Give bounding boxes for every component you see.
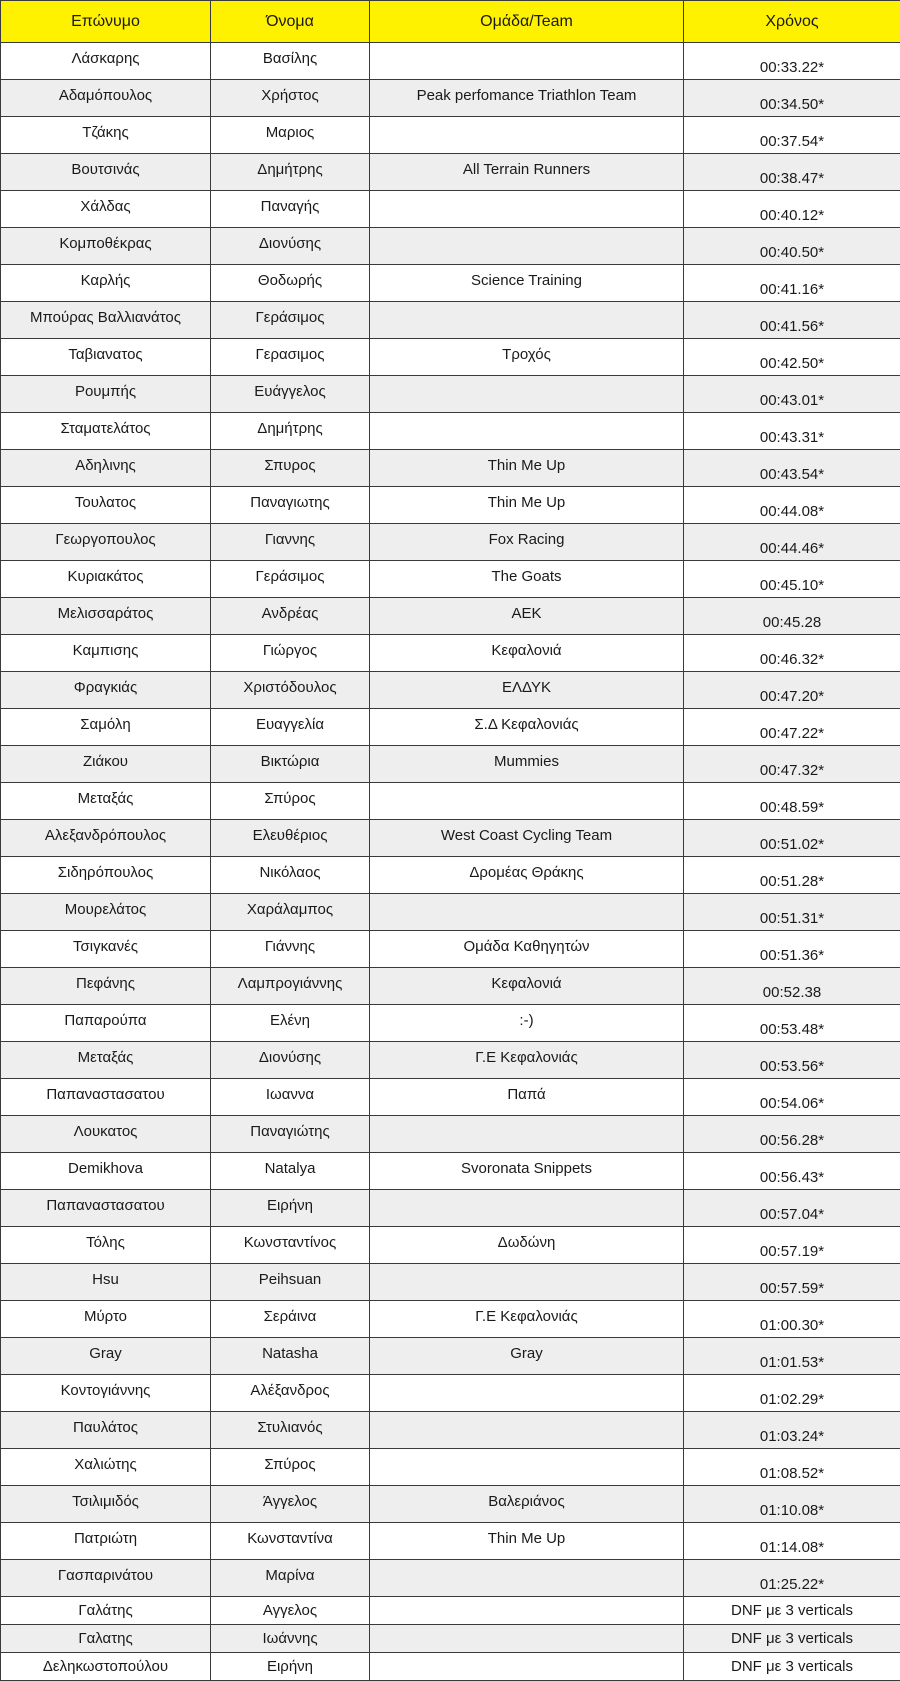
time-cell: 00:53.48* — [684, 1005, 900, 1042]
table-row[interactable] — [1, 1523, 900, 1560]
time-cell: 00:51.36* — [684, 931, 900, 968]
team-cell: Science Training — [370, 265, 684, 302]
table-row[interactable] — [1, 413, 900, 450]
table-row[interactable] — [1, 894, 900, 931]
team-cell — [370, 783, 684, 820]
surname-cell: Σιδηρόπουλος — [1, 857, 211, 894]
firstname-cell: Σπυρος — [211, 450, 370, 487]
firstname-cell: Στυλιανός — [211, 1412, 370, 1449]
table-row[interactable] — [1, 561, 900, 598]
firstname-cell: Χαράλαμπος — [211, 894, 370, 931]
team-cell: The Goats — [370, 561, 684, 598]
table-row[interactable] — [1, 1042, 900, 1079]
firstname-cell: Μαριος — [211, 117, 370, 154]
time-cell: 00:43.54* — [684, 450, 900, 487]
surname-cell: Ρουμπής — [1, 376, 211, 413]
time-cell: 00:42.50* — [684, 339, 900, 376]
team-cell — [370, 1116, 684, 1153]
team-cell: Σ.Δ Κεφαλονιάς — [370, 709, 684, 746]
table-header — [1, 1, 900, 43]
table-row[interactable] — [1, 1005, 900, 1042]
time-cell: 00:53.56* — [684, 1042, 900, 1079]
firstname-cell: Διονύσης — [211, 1042, 370, 1079]
time-cell: 01:08.52* — [684, 1449, 900, 1486]
firstname-cell: Βικτώρια — [211, 746, 370, 783]
table-row[interactable] — [1, 1375, 900, 1412]
team-cell: Κεφαλονιά — [370, 968, 684, 1005]
surname-cell: Ταβιανατος — [1, 339, 211, 376]
time-cell: 01:25.22* — [684, 1560, 900, 1597]
time-cell: 00:47.32* — [684, 746, 900, 783]
surname-cell: Λουκατος — [1, 1116, 211, 1153]
team-cell: Gray — [370, 1338, 684, 1375]
surname-cell: Γαλάτης — [1, 1597, 211, 1625]
team-cell — [370, 1412, 684, 1449]
firstname-cell: Ελευθέριος — [211, 820, 370, 857]
team-cell — [370, 117, 684, 154]
table-row[interactable] — [1, 450, 900, 487]
team-cell — [370, 43, 684, 80]
firstname-cell: Δημήτρης — [211, 413, 370, 450]
surname-cell: Γασπαρινάτου — [1, 1560, 211, 1597]
surname-cell: Αδαμόπουλος — [1, 80, 211, 117]
surname-cell: Ζιάκου — [1, 746, 211, 783]
team-cell — [370, 1264, 684, 1301]
time-cell: 00:56.43* — [684, 1153, 900, 1190]
surname-cell: Μουρελάτος — [1, 894, 211, 931]
firstname-cell: Ειρήνη — [211, 1653, 370, 1681]
header-firstname[interactable]: Όνομα — [211, 1, 370, 43]
time-cell: 00:52.38 — [684, 968, 900, 1005]
table-row[interactable] — [1, 1153, 900, 1190]
firstname-cell: Παναγής — [211, 191, 370, 228]
table-row[interactable] — [1, 857, 900, 894]
time-cell: 00:40.12* — [684, 191, 900, 228]
surname-cell: Καρλής — [1, 265, 211, 302]
time-cell: 00:40.50* — [684, 228, 900, 265]
surname-cell: Αδηλινης — [1, 450, 211, 487]
team-cell — [370, 376, 684, 413]
surname-cell: Demikhova — [1, 1153, 211, 1190]
surname-cell: Κοντογιάννης — [1, 1375, 211, 1412]
surname-cell: Αλεξανδρόπουλος — [1, 820, 211, 857]
team-cell: Δωδώνη — [370, 1227, 684, 1264]
time-cell: 00:37.54* — [684, 117, 900, 154]
surname-cell: Gray — [1, 1338, 211, 1375]
header-row — [1, 1, 900, 43]
firstname-cell: Σεράινα — [211, 1301, 370, 1338]
firstname-cell: Κωνσταντίνος — [211, 1227, 370, 1264]
time-cell: 00:57.19* — [684, 1227, 900, 1264]
team-cell: Γ.Ε Κεφαλονιάς — [370, 1042, 684, 1079]
table-row[interactable] — [1, 635, 900, 672]
table-row[interactable] — [1, 265, 900, 302]
time-cell: 00:51.02* — [684, 820, 900, 857]
time-cell: 00:41.56* — [684, 302, 900, 339]
team-cell — [370, 413, 684, 450]
team-cell: Thin Me Up — [370, 487, 684, 524]
table-row[interactable] — [1, 1625, 900, 1653]
surname-cell: Παυλάτος — [1, 1412, 211, 1449]
table-row[interactable] — [1, 783, 900, 820]
table-row[interactable] — [1, 1412, 900, 1449]
firstname-cell: Ανδρέας — [211, 598, 370, 635]
surname-cell: Δεληκωστοπούλου — [1, 1653, 211, 1681]
time-cell: 00:51.31* — [684, 894, 900, 931]
table-row[interactable] — [1, 1597, 900, 1625]
table-row[interactable] — [1, 672, 900, 709]
time-cell: DNF με 3 verticals — [684, 1653, 900, 1681]
table-row[interactable] — [1, 1227, 900, 1264]
table-row[interactable] — [1, 376, 900, 413]
team-cell: :-) — [370, 1005, 684, 1042]
surname-cell: Μύρτο — [1, 1301, 211, 1338]
firstname-cell: Μαρίνα — [211, 1560, 370, 1597]
firstname-cell: Χρήστος — [211, 80, 370, 117]
surname-cell: Παπαναστασατου — [1, 1190, 211, 1227]
time-cell: 00:44.46* — [684, 524, 900, 561]
surname-cell: Μελισσαράτος — [1, 598, 211, 635]
firstname-cell: Ευαγγελία — [211, 709, 370, 746]
team-cell — [370, 1653, 684, 1681]
table-row[interactable] — [1, 746, 900, 783]
time-cell: 01:10.08* — [684, 1486, 900, 1523]
table-row[interactable] — [1, 931, 900, 968]
time-cell: 00:43.01* — [684, 376, 900, 413]
time-cell: 00:45.10* — [684, 561, 900, 598]
team-cell — [370, 1597, 684, 1625]
surname-cell: Σταματελάτος — [1, 413, 211, 450]
time-cell: 01:01.53* — [684, 1338, 900, 1375]
surname-cell: Γαλατης — [1, 1625, 211, 1653]
firstname-cell: Δημήτρης — [211, 154, 370, 191]
table-row[interactable] — [1, 339, 900, 376]
time-cell: 00:56.28* — [684, 1116, 900, 1153]
time-cell: 00:45.28 — [684, 598, 900, 635]
table-row[interactable] — [1, 1264, 900, 1301]
time-cell: 00:47.22* — [684, 709, 900, 746]
surname-cell: Τόλης — [1, 1227, 211, 1264]
team-cell: Δρομέας Θράκης — [370, 857, 684, 894]
firstname-cell: Peihsuan — [211, 1264, 370, 1301]
team-cell — [370, 302, 684, 339]
firstname-cell: Γιάννης — [211, 931, 370, 968]
firstname-cell: Γεράσιμος — [211, 561, 370, 598]
firstname-cell: Ελένη — [211, 1005, 370, 1042]
team-cell: AEK — [370, 598, 684, 635]
table-row[interactable] — [1, 1486, 900, 1523]
table-row[interactable] — [1, 43, 900, 80]
table-row[interactable] — [1, 709, 900, 746]
firstname-cell: Ιωαννα — [211, 1079, 370, 1116]
time-cell: 00:47.20* — [684, 672, 900, 709]
surname-cell: Hsu — [1, 1264, 211, 1301]
surname-cell: Γεωργοπουλος — [1, 524, 211, 561]
firstname-cell: Αλέξανδρος — [211, 1375, 370, 1412]
team-cell: Γ.Ε Κεφαλονιάς — [370, 1301, 684, 1338]
firstname-cell: Ιωάννης — [211, 1625, 370, 1653]
table-row[interactable] — [1, 1338, 900, 1375]
team-cell — [370, 1560, 684, 1597]
table-row[interactable] — [1, 487, 900, 524]
firstname-cell: Λαμπρογιάννης — [211, 968, 370, 1005]
firstname-cell: Ειρήνη — [211, 1190, 370, 1227]
surname-cell: Μπούρας Βαλλιανάτος — [1, 302, 211, 339]
firstname-cell: Ευάγγελος — [211, 376, 370, 413]
table-row[interactable] — [1, 1116, 900, 1153]
time-cell: 00:46.32* — [684, 635, 900, 672]
table-row[interactable] — [1, 1301, 900, 1338]
team-cell — [370, 894, 684, 931]
table-row[interactable] — [1, 598, 900, 635]
surname-cell: Πατριώτη — [1, 1523, 211, 1560]
header-surname[interactable]: Επώνυμο — [1, 1, 211, 43]
time-cell: 01:03.24* — [684, 1412, 900, 1449]
time-cell: 01:00.30* — [684, 1301, 900, 1338]
time-cell: 00:43.31* — [684, 413, 900, 450]
header-time[interactable]: Χρόνος — [684, 1, 900, 43]
table-row[interactable] — [1, 1653, 900, 1681]
table-row[interactable] — [1, 154, 900, 191]
team-cell — [370, 191, 684, 228]
team-cell — [370, 1449, 684, 1486]
time-cell: 00:38.47* — [684, 154, 900, 191]
surname-cell: Τουλατος — [1, 487, 211, 524]
team-cell: Βαλεριάνος — [370, 1486, 684, 1523]
time-cell: 00:57.04* — [684, 1190, 900, 1227]
table-row[interactable] — [1, 820, 900, 857]
surname-cell: Τζάκης — [1, 117, 211, 154]
time-cell: 00:57.59* — [684, 1264, 900, 1301]
firstname-cell: Διονύσης — [211, 228, 370, 265]
surname-cell: Τσιλιμιδός — [1, 1486, 211, 1523]
time-cell: 00:48.59* — [684, 783, 900, 820]
team-cell: Svoronata Snippets — [370, 1153, 684, 1190]
firstname-cell: Natalya — [211, 1153, 370, 1190]
firstname-cell: Γιώργος — [211, 635, 370, 672]
surname-cell: Παπαρούπα — [1, 1005, 211, 1042]
firstname-cell: Σπύρος — [211, 1449, 370, 1486]
firstname-cell: Παναγιωτης — [211, 487, 370, 524]
time-cell: DNF με 3 verticals — [684, 1597, 900, 1625]
time-cell: 00:54.06* — [684, 1079, 900, 1116]
time-cell: 00:33.22* — [684, 43, 900, 80]
time-cell: 00:51.28* — [684, 857, 900, 894]
firstname-cell: Γεράσιμος — [211, 302, 370, 339]
surname-cell: Χαλιώτης — [1, 1449, 211, 1486]
team-cell: Κεφαλονιά — [370, 635, 684, 672]
firstname-cell: Γερασιμος — [211, 339, 370, 376]
time-cell: 00:34.50* — [684, 80, 900, 117]
team-cell: All Terrain Runners — [370, 154, 684, 191]
surname-cell: Καμπισης — [1, 635, 211, 672]
surname-cell: Πεφάνης — [1, 968, 211, 1005]
time-cell: 00:41.16* — [684, 265, 900, 302]
table-row[interactable] — [1, 191, 900, 228]
team-cell — [370, 1190, 684, 1227]
team-cell: ΕΛΔΥΚ — [370, 672, 684, 709]
table-row[interactable] — [1, 117, 900, 154]
firstname-cell: Γιαννης — [211, 524, 370, 561]
surname-cell: Φραγκιάς — [1, 672, 211, 709]
team-cell: Παπά — [370, 1079, 684, 1116]
firstname-cell: Κωνσταντίνα — [211, 1523, 370, 1560]
table-row[interactable] — [1, 1560, 900, 1597]
team-cell: Τροχός — [370, 339, 684, 376]
time-cell: 00:44.08* — [684, 487, 900, 524]
firstname-cell: Χριστόδουλος — [211, 672, 370, 709]
time-cell: 01:02.29* — [684, 1375, 900, 1412]
table-row[interactable] — [1, 968, 900, 1005]
team-cell: Thin Me Up — [370, 1523, 684, 1560]
team-cell: West Coast Cycling Team — [370, 820, 684, 857]
surname-cell: Βουτσινάς — [1, 154, 211, 191]
firstname-cell: Σπύρος — [211, 783, 370, 820]
team-cell: Peak perfomance Triathlon Team — [370, 80, 684, 117]
firstname-cell: Νικόλαος — [211, 857, 370, 894]
team-cell: Mummies — [370, 746, 684, 783]
firstname-cell: Natasha — [211, 1338, 370, 1375]
table-row[interactable] — [1, 302, 900, 339]
surname-cell: Κομποθέκρας — [1, 228, 211, 265]
team-cell: Fox Racing — [370, 524, 684, 561]
surname-cell: Παπαναστασατου — [1, 1079, 211, 1116]
table-body — [1, 43, 900, 1681]
surname-cell: Μεταξάς — [1, 1042, 211, 1079]
surname-cell: Τσιγκανές — [1, 931, 211, 968]
team-cell — [370, 228, 684, 265]
firstname-cell: Αγγελος — [211, 1597, 370, 1625]
time-cell: 01:14.08* — [684, 1523, 900, 1560]
table-row[interactable] — [1, 524, 900, 561]
surname-cell: Σαμόλη — [1, 709, 211, 746]
team-cell — [370, 1625, 684, 1653]
team-cell: Ομάδα Καθηγητών — [370, 931, 684, 968]
table-row[interactable] — [1, 228, 900, 265]
surname-cell: Λάσκαρης — [1, 43, 211, 80]
surname-cell: Χάλδας — [1, 191, 211, 228]
team-cell: Thin Me Up — [370, 450, 684, 487]
header-team[interactable]: Ομάδα/Team — [370, 1, 684, 43]
time-cell: DNF με 3 verticals — [684, 1625, 900, 1653]
firstname-cell: Θοδωρής — [211, 265, 370, 302]
firstname-cell: Παναγιώτης — [211, 1116, 370, 1153]
surname-cell: Κυριακάτος — [1, 561, 211, 598]
table-row[interactable] — [1, 1449, 900, 1486]
table-row[interactable] — [1, 1190, 900, 1227]
table-row[interactable] — [1, 1079, 900, 1116]
table-row[interactable] — [1, 80, 900, 117]
firstname-cell: Βασίλης — [211, 43, 370, 80]
team-cell — [370, 1375, 684, 1412]
firstname-cell: Άγγελος — [211, 1486, 370, 1523]
surname-cell: Μεταξάς — [1, 783, 211, 820]
